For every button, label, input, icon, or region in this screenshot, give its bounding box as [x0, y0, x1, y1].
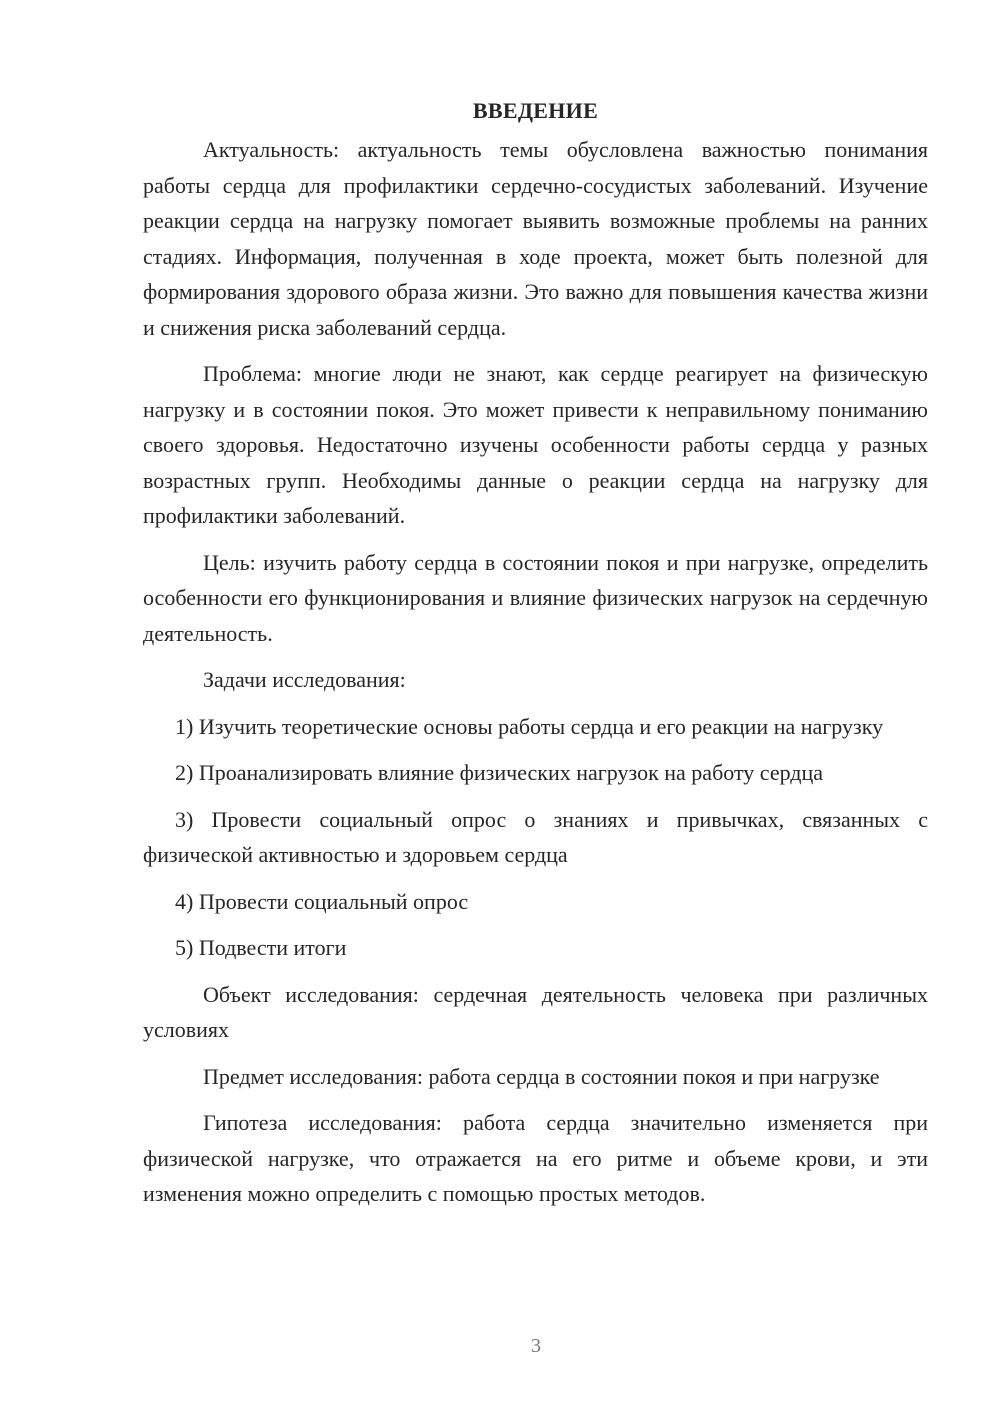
- problem-paragraph: Проблема: многие люди не знают, как сердце реагирует на физическую нагрузку и в состоянии покоя. Это может привести к неправильному пониманию своего здоровья. Недостаточно изучены особенности работы сердца у разных возрастных групп. Необходимы данные о реакции сердца на нагрузку для профилактики заболеваний.: [143, 361, 928, 528]
- page-content: [143, 96, 928, 1212]
- task-item-1: 1) Изучить теоретические основы работы сердца и его реакции на нагрузку: [175, 713, 884, 739]
- page-number: 3: [531, 1335, 541, 1357]
- goal-paragraph: Цель: изучить работу сердца в состоянии покоя и при нагрузке, определить особенности его функционирования и влияние физических нагрузок на сердечную деятельность.: [143, 549, 928, 646]
- task-item-5: 5) Подвести итоги: [175, 935, 347, 960]
- task-item-2: 2) Проанализировать влияние физических нагрузок на работу сердца: [175, 760, 824, 785]
- task-item-4: 4) Провести социальный опрос: [175, 888, 469, 914]
- subject-paragraph: Предмет исследования: работа сердца в состоянии покоя и при нагрузке: [203, 1063, 880, 1089]
- object-paragraph: Объект исследования: сердечная деятельность человека при различных условиях: [143, 981, 928, 1042]
- hypothesis-paragraph: Гипотеза исследования: работа сердца значительно изменяется при физической нагрузке, что отражается на его ритме и объеме крови, и эти изменения можно определить с помощью простых методов.: [143, 1110, 928, 1206]
- task-item-3: 3) Провести социальный опрос о знаниях и привычках, связанных с физической активностью и здоровьем сердца: [143, 806, 928, 867]
- tasks-heading: Задачи исследования:: [203, 667, 406, 692]
- relevance-paragraph: Актуальность: актуальность темы обусловлена важностью понимания работы сердца для профилактики сердечно-сосудистых заболеваний. Изучение реакции сердца на нагрузку помогает выявить возможные проблемы на ранних стадиях. Информация, полученная в ходе проекта, может быть полезной для формирования здорового образа жизни. Это важно для повышения качества жизни и снижения риска заболеваний сердца.: [143, 137, 928, 340]
- section-heading: ВВЕДЕНИЕ: [472, 98, 599, 123]
